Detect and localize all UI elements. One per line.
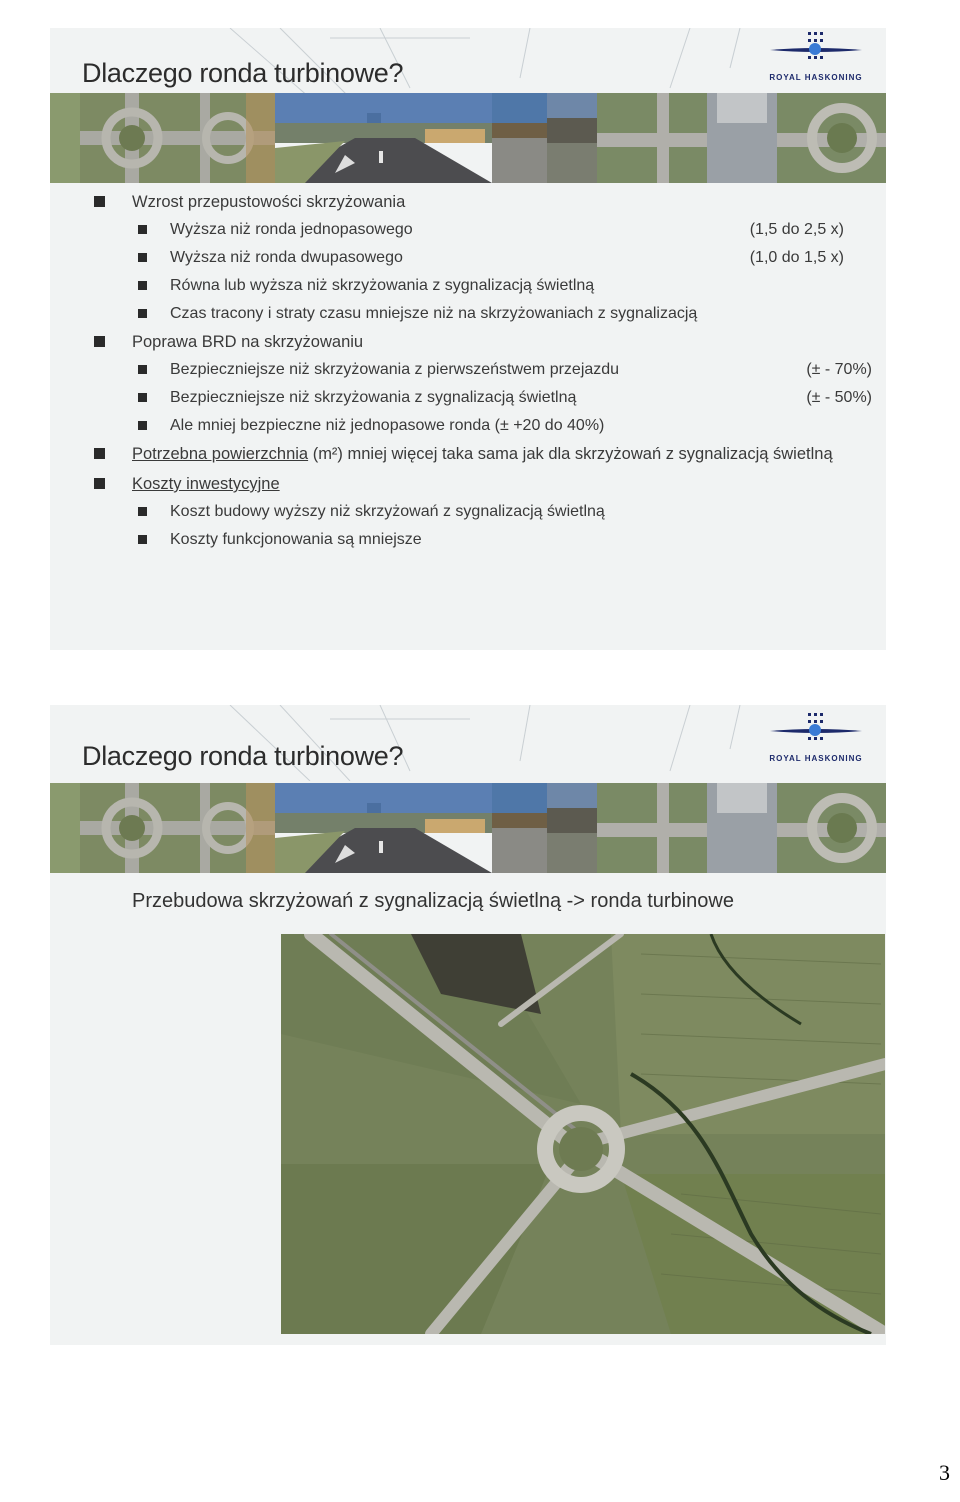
road-photo-image xyxy=(547,93,597,183)
list-item-text: Ale mniej bezpieczne niż jednopasowe ronda (± +20 do 40%) xyxy=(170,417,605,434)
bullet-square-icon xyxy=(138,535,147,544)
slide-2 xyxy=(50,705,886,1345)
list-item-underlined-text: Koszty inwestycyjne xyxy=(132,475,280,493)
list-item xyxy=(94,384,874,412)
road-view-image xyxy=(275,783,492,873)
street-view-image xyxy=(492,93,547,183)
page-number: 3 xyxy=(939,1460,950,1485)
roundabout-aerial-image xyxy=(50,783,275,873)
list-item xyxy=(94,300,874,328)
list-item xyxy=(94,272,874,300)
list-item-text: Wzrost przepustowości skrzyżowania xyxy=(132,193,406,211)
list-item xyxy=(94,216,874,244)
aerial-roundabout-photo xyxy=(281,934,885,1334)
list-item-text: Wyższa niż ronda dwupasowego xyxy=(170,249,403,266)
list-item xyxy=(94,328,874,356)
list-item-underlined-text: Potrzebna powierzchnia xyxy=(132,445,309,463)
logo-emblem-icon xyxy=(756,709,876,753)
slide-subheading: Przebudowa skrzyżowań z sygnalizacją świetlną -> ronda turbinowe xyxy=(132,890,734,912)
list-item-text: Równa lub wyższa niż skrzyżowania z sygnalizacją świetlną xyxy=(170,277,595,294)
bullet-square-icon xyxy=(138,507,147,516)
bullet-square-icon xyxy=(94,478,105,489)
bullet-square-icon xyxy=(94,336,105,347)
banner-strip xyxy=(50,783,886,873)
list-item-text: Bezpieczniejsze niż skrzyżowania z pierwszeństwem przejazdu xyxy=(170,361,620,378)
list-item-text: Czas tracony i straty czasu mniejsze niż na skrzyżowaniach z sygnalizacją xyxy=(170,305,698,322)
bullet-square-icon xyxy=(138,393,147,402)
bullet-square-icon xyxy=(138,309,147,318)
roundabout-aerial-image xyxy=(50,93,275,183)
banner-strip xyxy=(50,93,886,183)
bullet-square-icon xyxy=(138,253,147,262)
list-item-text: Koszty funkcjonowania są mniejsze xyxy=(170,531,422,548)
list-item-value: (± - 70%) xyxy=(806,361,872,378)
turbine-roundabout-image xyxy=(597,93,886,183)
bullet-square-icon xyxy=(138,225,147,234)
list-item xyxy=(94,412,874,440)
list-item xyxy=(94,526,874,554)
list-item xyxy=(94,470,874,498)
list-item-text: (m²) mniej więcej taka sama jak dla skrzyżowań z sygnalizacją świetlną xyxy=(308,445,833,463)
bullet-square-icon xyxy=(138,365,147,374)
street-view-image xyxy=(492,783,547,873)
list-item xyxy=(94,356,874,384)
list-item xyxy=(94,244,874,272)
list-item-text: Bezpieczniejsze niż skrzyżowania z sygnalizacją świetlną xyxy=(170,389,577,406)
list-item-value: (1,0 do 1,5 x) xyxy=(749,249,844,266)
list-item-value: (1,5 do 2,5 x) xyxy=(749,221,844,238)
list-item xyxy=(94,440,874,470)
list-item-value: (± - 50%) xyxy=(806,389,872,406)
royal-haskoning-logo xyxy=(756,28,876,84)
slide-title: Dlaczego ronda turbinowe? xyxy=(82,741,404,771)
bullet-square-icon xyxy=(138,421,147,430)
list-item xyxy=(94,498,874,526)
bullet-square-icon xyxy=(94,196,105,207)
road-photo-image xyxy=(547,783,597,873)
royal-haskoning-logo xyxy=(756,709,876,765)
bullet-square-icon xyxy=(138,281,147,290)
logo-text: ROYAL HASKONING xyxy=(769,73,863,82)
bullet-square-icon xyxy=(94,448,105,459)
logo-emblem-icon xyxy=(756,28,876,72)
list-item-text: Poprawa BRD na skrzyżowaniu xyxy=(132,333,364,351)
list-item-text: Koszt budowy wyższy niż skrzyżowań z sygnalizacją świetlną xyxy=(170,503,605,520)
turbine-roundabout-image xyxy=(597,783,886,873)
slide-title: Dlaczego ronda turbinowe? xyxy=(82,58,404,88)
list-item-text: Wyższa niż ronda jednopasowego xyxy=(170,221,413,238)
road-view-image xyxy=(275,93,492,183)
bullet-list xyxy=(94,188,874,554)
list-item xyxy=(94,188,874,216)
slide-1 xyxy=(50,28,886,650)
logo-text: ROYAL HASKONING xyxy=(769,754,863,763)
